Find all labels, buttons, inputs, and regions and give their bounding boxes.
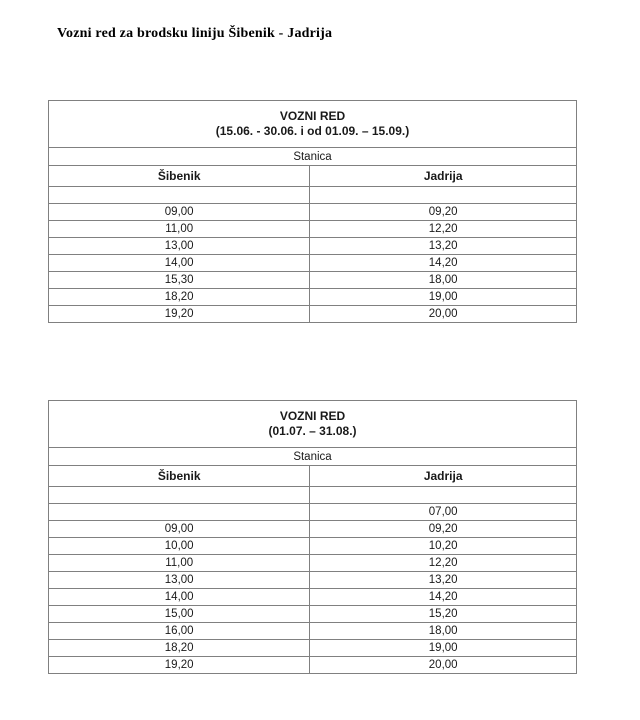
time-cell: 13,00 (49, 238, 310, 255)
time-cell: 19,00 (310, 289, 577, 306)
table-subtitle: (15.06. - 30.06. i od 01.09. – 15.09.) (215, 124, 410, 138)
section-label: Stanica (49, 448, 577, 466)
time-cell: 20,00 (310, 306, 577, 323)
time-cell (49, 504, 310, 521)
time-cell: 12,20 (310, 221, 577, 238)
table-title-cell (49, 401, 577, 448)
table-row (49, 204, 577, 221)
table-row (49, 187, 577, 204)
column-header-sibenik: Šibenik (49, 166, 310, 187)
time-cell: 18,00 (310, 272, 577, 289)
page-title: Vozni red za brodsku liniju Šibenik - Jadrija (57, 26, 333, 41)
timetable-season-1 (48, 100, 577, 323)
time-cell: 19,20 (49, 657, 310, 674)
time-cell: 12,20 (310, 555, 577, 572)
time-cell: 14,20 (310, 589, 577, 606)
column-header-jadrija: Jadrija (310, 166, 577, 187)
table-row (49, 572, 577, 589)
time-cell: 15,30 (49, 272, 310, 289)
time-cell: 19,20 (49, 306, 310, 323)
time-cell (310, 187, 577, 204)
table-title-cell (49, 101, 577, 148)
time-cell: 19,00 (310, 640, 577, 657)
section-label-row (49, 148, 577, 166)
column-header-row (49, 466, 577, 487)
time-cell: 20,00 (310, 657, 577, 674)
column-header-jadrija: Jadrija (310, 466, 577, 487)
table-row (49, 521, 577, 538)
time-cell: 09,20 (310, 521, 577, 538)
time-cell: 14,20 (310, 255, 577, 272)
time-cell: 14,00 (49, 255, 310, 272)
time-cell: 14,00 (49, 589, 310, 606)
table-row (49, 538, 577, 555)
time-cell: 15,00 (49, 606, 310, 623)
time-cell: 13,00 (49, 572, 310, 589)
table-row (49, 640, 577, 657)
time-cell: 11,00 (49, 555, 310, 572)
table-row (49, 606, 577, 623)
section-label: Stanica (49, 148, 577, 166)
table-row (49, 272, 577, 289)
time-cell: 11,00 (49, 221, 310, 238)
table-row (49, 255, 577, 272)
column-header-sibenik: Šibenik (49, 466, 310, 487)
time-cell: 09,20 (310, 204, 577, 221)
column-header-row (49, 166, 577, 187)
table-row (49, 623, 577, 640)
table-row (49, 238, 577, 255)
time-cell: 09,00 (49, 204, 310, 221)
table-row (49, 306, 577, 323)
table-row (49, 657, 577, 674)
table-row (49, 289, 577, 306)
time-cell: 15,20 (310, 606, 577, 623)
time-cell: 07,00 (310, 504, 577, 521)
section-label-row (49, 448, 577, 466)
time-cell: 18,20 (49, 289, 310, 306)
time-cell: 10,20 (310, 538, 577, 555)
time-cell: 13,20 (310, 238, 577, 255)
table-title: VOZNI RED (279, 109, 346, 123)
table-row (49, 589, 577, 606)
time-cell: 18,00 (310, 623, 577, 640)
table-row (49, 221, 577, 238)
table-subtitle: (01.07. – 31.08.) (268, 424, 357, 438)
table-row (49, 555, 577, 572)
table-header-row (49, 101, 577, 148)
time-cell: 10,00 (49, 538, 310, 555)
time-cell: 09,00 (49, 521, 310, 538)
timetable-season-2 (48, 400, 577, 674)
time-cell (310, 487, 577, 504)
time-cell: 18,20 (49, 640, 310, 657)
time-cell (49, 487, 310, 504)
table-header-row (49, 401, 577, 448)
table-row (49, 504, 577, 521)
time-cell: 13,20 (310, 572, 577, 589)
table-row (49, 487, 577, 504)
time-cell (49, 187, 310, 204)
table-title: VOZNI RED (279, 409, 346, 423)
time-cell: 16,00 (49, 623, 310, 640)
